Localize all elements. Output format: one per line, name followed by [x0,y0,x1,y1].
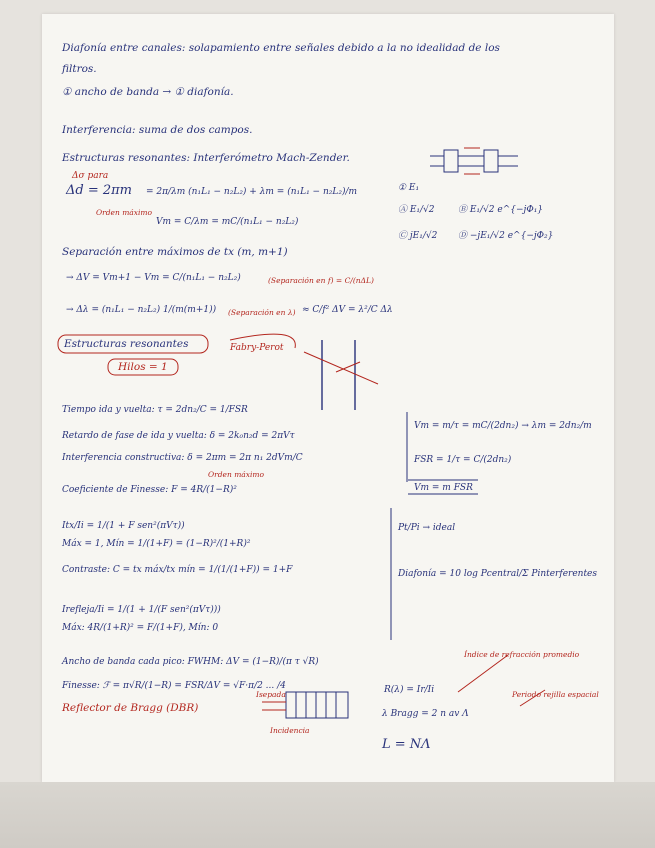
formula: Retardo de fase de ida y vuelta: δ = 2k₀n₂d = 2πVτ [62,431,295,441]
annotation: Orden máximo [96,208,153,217]
annotation: Δσ para [72,171,109,181]
annotation: Incidencia [270,726,310,735]
note-line: Interferencia: suma de dos campos. [62,124,253,136]
formula: ≈ C/f² ΔV = λ²/C Δλ [302,305,393,315]
bragg-grating-sketch [286,692,348,718]
formula: Ⓐ E₁/√2 [398,205,435,215]
formula: Ancho de banda cada pico: FWHM: ΔV = (1−R)/(π τ √R) [62,657,319,667]
formula: Máx: 4R/(1+R)² = F/(1+F), Mín: 0 [62,623,219,633]
formula: Interferencia constructiva: δ = 2πm = 2π n₁ 2dVm/C [62,453,303,463]
fabry-perot-sketch [322,340,355,410]
annotation: Isepada [256,690,286,699]
annotation: Orden máximo [208,470,265,479]
formula: Irefleja/Ii = 1/(1 + 1/(F sen²(πVτ))) [62,605,221,615]
formula: Tiempo ida y vuelta: τ = 2dn₂/C = 1/FSR [62,405,248,415]
section-heading: Estructuras resonantes [64,338,189,350]
formula: Ⓓ −jE₁/√2 e^{−jΦ₂} [458,231,554,241]
formula: λ Bragg = 2 n av Λ [382,709,469,719]
formula: Δd = 2πm [66,183,133,198]
formula: → ΔV = Vm+1 − Vm = C/(n₁L₁ − n₂L₂) [66,273,241,283]
annotation: Índice de refracción promedio [464,650,580,659]
formula: Vm = m FSR [414,483,473,493]
formula: Itx/Ii = 1/(1 + F sen²(πVτ)) [62,521,185,531]
annotation: Hilos = 1 [118,361,168,373]
formula: Contraste: C = tx máx/tx mín = 1/(1/(1+F)) = 1+F [62,565,293,575]
formula: → Δλ = (n₁L₁ − n₂L₂) 1/(m(m+1)) [66,305,217,315]
section-heading: Estructuras resonantes: Interferómetro Mach-Zender. [62,152,350,164]
mach-zender-sketch [430,150,518,172]
formula: L = NΛ [382,737,431,752]
formula: Diafonía = 10 log Pcentral/Σ Pinterferentes [398,569,598,579]
formula: Máx = 1, Mín = 1/(1+F) = (1−R)²/(1+R)² [62,539,251,549]
formula: Vm = m/τ = mC/(2dn₂) → λm = 2dn₂/m [414,421,592,431]
annotation: (Separación en λ) [228,308,296,317]
section-heading: Reflector de Bragg (DBR) [62,702,199,714]
formula: Vm = C/λm = mC/(n₁L₁ − n₂L₂) [156,217,299,227]
formula: FSR = 1/τ = C/(2dn₂) [414,455,512,465]
formula: Pt/Pi → ideal [398,523,456,533]
annotation: (Separación en f) = C/(nΔL) [268,276,374,285]
formula: Ⓒ jE₁/√2 [398,231,438,241]
formula: ① E₁ [398,183,420,193]
note-line: filtros. [62,63,97,75]
formula: = 2π/λm (n₁L₁ − n₂L₂) + λm = (n₁L₁ − n₂L₂)/m [146,187,358,197]
annotation: Periodo rejilla espacial [512,690,599,699]
note-line: ① ancho de banda → ① diafonía. [62,86,234,98]
note-line: Diafonía entre canales: solapamiento entre señales debido a la no idealidad de los [62,42,500,54]
formula: Ⓑ E₁/√2 e^{−jΦ₁} [458,205,544,215]
note-line: Separación entre máximos de tx (m, m+1) [62,246,288,258]
annotation: Fabry-Perot [230,343,284,353]
formula: R(λ) = Ir/Ii [384,685,435,695]
formula: Finesse: ℱ = π√R/(1−R) = FSR/ΔV = √F·π/2 ... /4 [62,681,286,691]
formula: Coeficiente de Finesse: F = 4R/(1−R)² [62,485,237,495]
